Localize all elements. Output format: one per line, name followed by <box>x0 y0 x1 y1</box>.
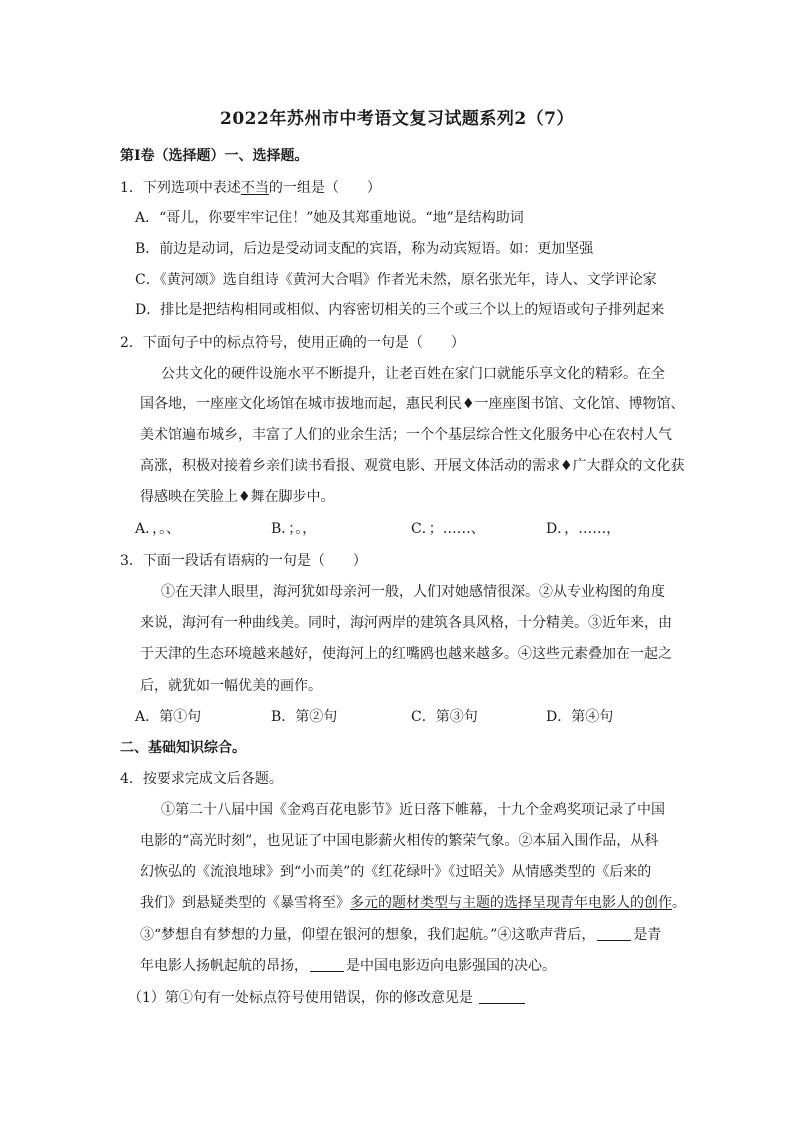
document-title: 2022年苏州市中考语文复习试题系列2（7） <box>220 109 574 129</box>
question-2-passage-line: 美术馆遍布城乡，丰富了人们的业余生活；一个个基层综合性文化服务中心在农村人气 <box>140 427 672 443</box>
question-4-passage-line: 幻恢弘的《流浪地球》到“小而美”的《红花绿叶》《过昭关》从情感类型的《后来的 <box>140 864 652 880</box>
question-4-subquestion-1: （1）第①句有一处标点符号使用错误，你的修改意见是 <box>128 988 527 1008</box>
question-3-stem: 3．下面一段话有语病的一句是（ ） <box>120 553 367 569</box>
question-4-passage-line: 我们》到悬疑类型的《暴雪将至》多元的题材类型与主题的选择呈现青年电影人的创作。 <box>140 895 686 911</box>
question-1-option-a: A．“哥儿，你要牢牢记住！”她及其郑重地说。“地”是结构助词 <box>135 210 524 226</box>
question-2-option-d: D．，……， <box>546 521 621 537</box>
question-4-passage-line: ③“梦想自有梦想的力量，仰望在银河的想象，我们起航。”④这歌声背后， 是青 <box>140 927 662 943</box>
question-3-option-c: C．第③句 <box>411 709 478 725</box>
question-3-passage-line: 来说，海河有一种曲线美。同时，海河两岸的建筑各具风格，十分精美。③近年来，由 <box>140 615 672 631</box>
question-1-option-c: C．《黄河颂》选自组诗《黄河大合唱》作者光未然，原名张光年，诗人、文学评论家 <box>135 272 657 288</box>
question-2-option-b: B．；。， <box>271 521 317 537</box>
question-1-stem: 1．下列选项中表述不当的一组是（ ） <box>120 180 381 196</box>
fill-in-blank[interactable] <box>597 926 631 941</box>
fill-in-blank[interactable] <box>310 957 344 972</box>
question-2-stem: 2．下面句子中的标点符号，使用正确的一句是（ ） <box>120 335 465 351</box>
question-2-passage-line: 国各地，一座座文化场馆在城市拔地而起，惠民利民♦一座座图书馆、文化馆、博物馆、 <box>140 396 685 412</box>
question-4-stem: 4．按要求完成文后各题。 <box>120 771 283 787</box>
question-3-passage-line: 后，就犹如一幅优美的画作。 <box>140 678 322 694</box>
question-3-option-d: D．第④句 <box>546 709 614 725</box>
question-1-option-b: B．前边是动词，后边是受动词支配的宾语，称为动宾短语。如：更加坚强 <box>135 241 594 257</box>
section-2-heading: 二、基础知识综合。 <box>120 740 246 756</box>
section-1-heading: 第Ⅰ卷（选择题）一、选择题。 <box>120 148 309 164</box>
question-3-passage-line: 于天津的生态环境越来越好，使海河上的红嘴鸥也越来越多。④这些元素叠加在一起之 <box>140 646 672 662</box>
question-3-option-b: B．第②句 <box>271 709 338 725</box>
question-3-passage-line: ①在天津人眼里，海河犹如母亲河一般，人们对她感情很深。②从专业构图的角度 <box>161 584 665 600</box>
question-2-option-c: C．；……、 <box>411 521 485 537</box>
question-3-option-a: A．第①句 <box>135 709 202 725</box>
question-2-passage-line: 公共文化的硬件设施水平不断提升，让老百姓在家门口就能乐享文化的精彩。在全 <box>161 366 665 382</box>
answer-blank[interactable] <box>479 989 525 1004</box>
question-2-option-a: A．，。、 <box>135 521 181 537</box>
question-2-passage-line: 得感映在笑脸上♦舞在脚步中。 <box>140 489 335 505</box>
underlined-sentence: 多元的题材类型与主题的选择呈现青年电影人的创作 <box>350 895 672 911</box>
question-4-passage-line: 年电影人扬帆起航的昂扬， 是中国电影迈向电影强国的决心。 <box>140 958 556 974</box>
question-4-passage-line: ①第二十八届中国《金鸡百花电影节》近日落下帷幕，十九个金鸡奖项记录了中国 <box>161 802 665 818</box>
underlined-keyword: 不当 <box>240 180 269 196</box>
question-4-passage-line: 电影的“高光时刻”，也见证了中国电影薪火相传的繁荣气象。②本届入围作品，从科 <box>140 833 659 849</box>
question-2-passage-line: 高涨，积极对接着乡亲们读书看报、观赏电影、开展文体活动的需求♦广大群众的文化获 <box>140 458 685 474</box>
question-1-option-d: D．排比是把结构相同或相似、内容密切相关的三个或三个以上的短语或句子排列起来 <box>135 302 665 318</box>
